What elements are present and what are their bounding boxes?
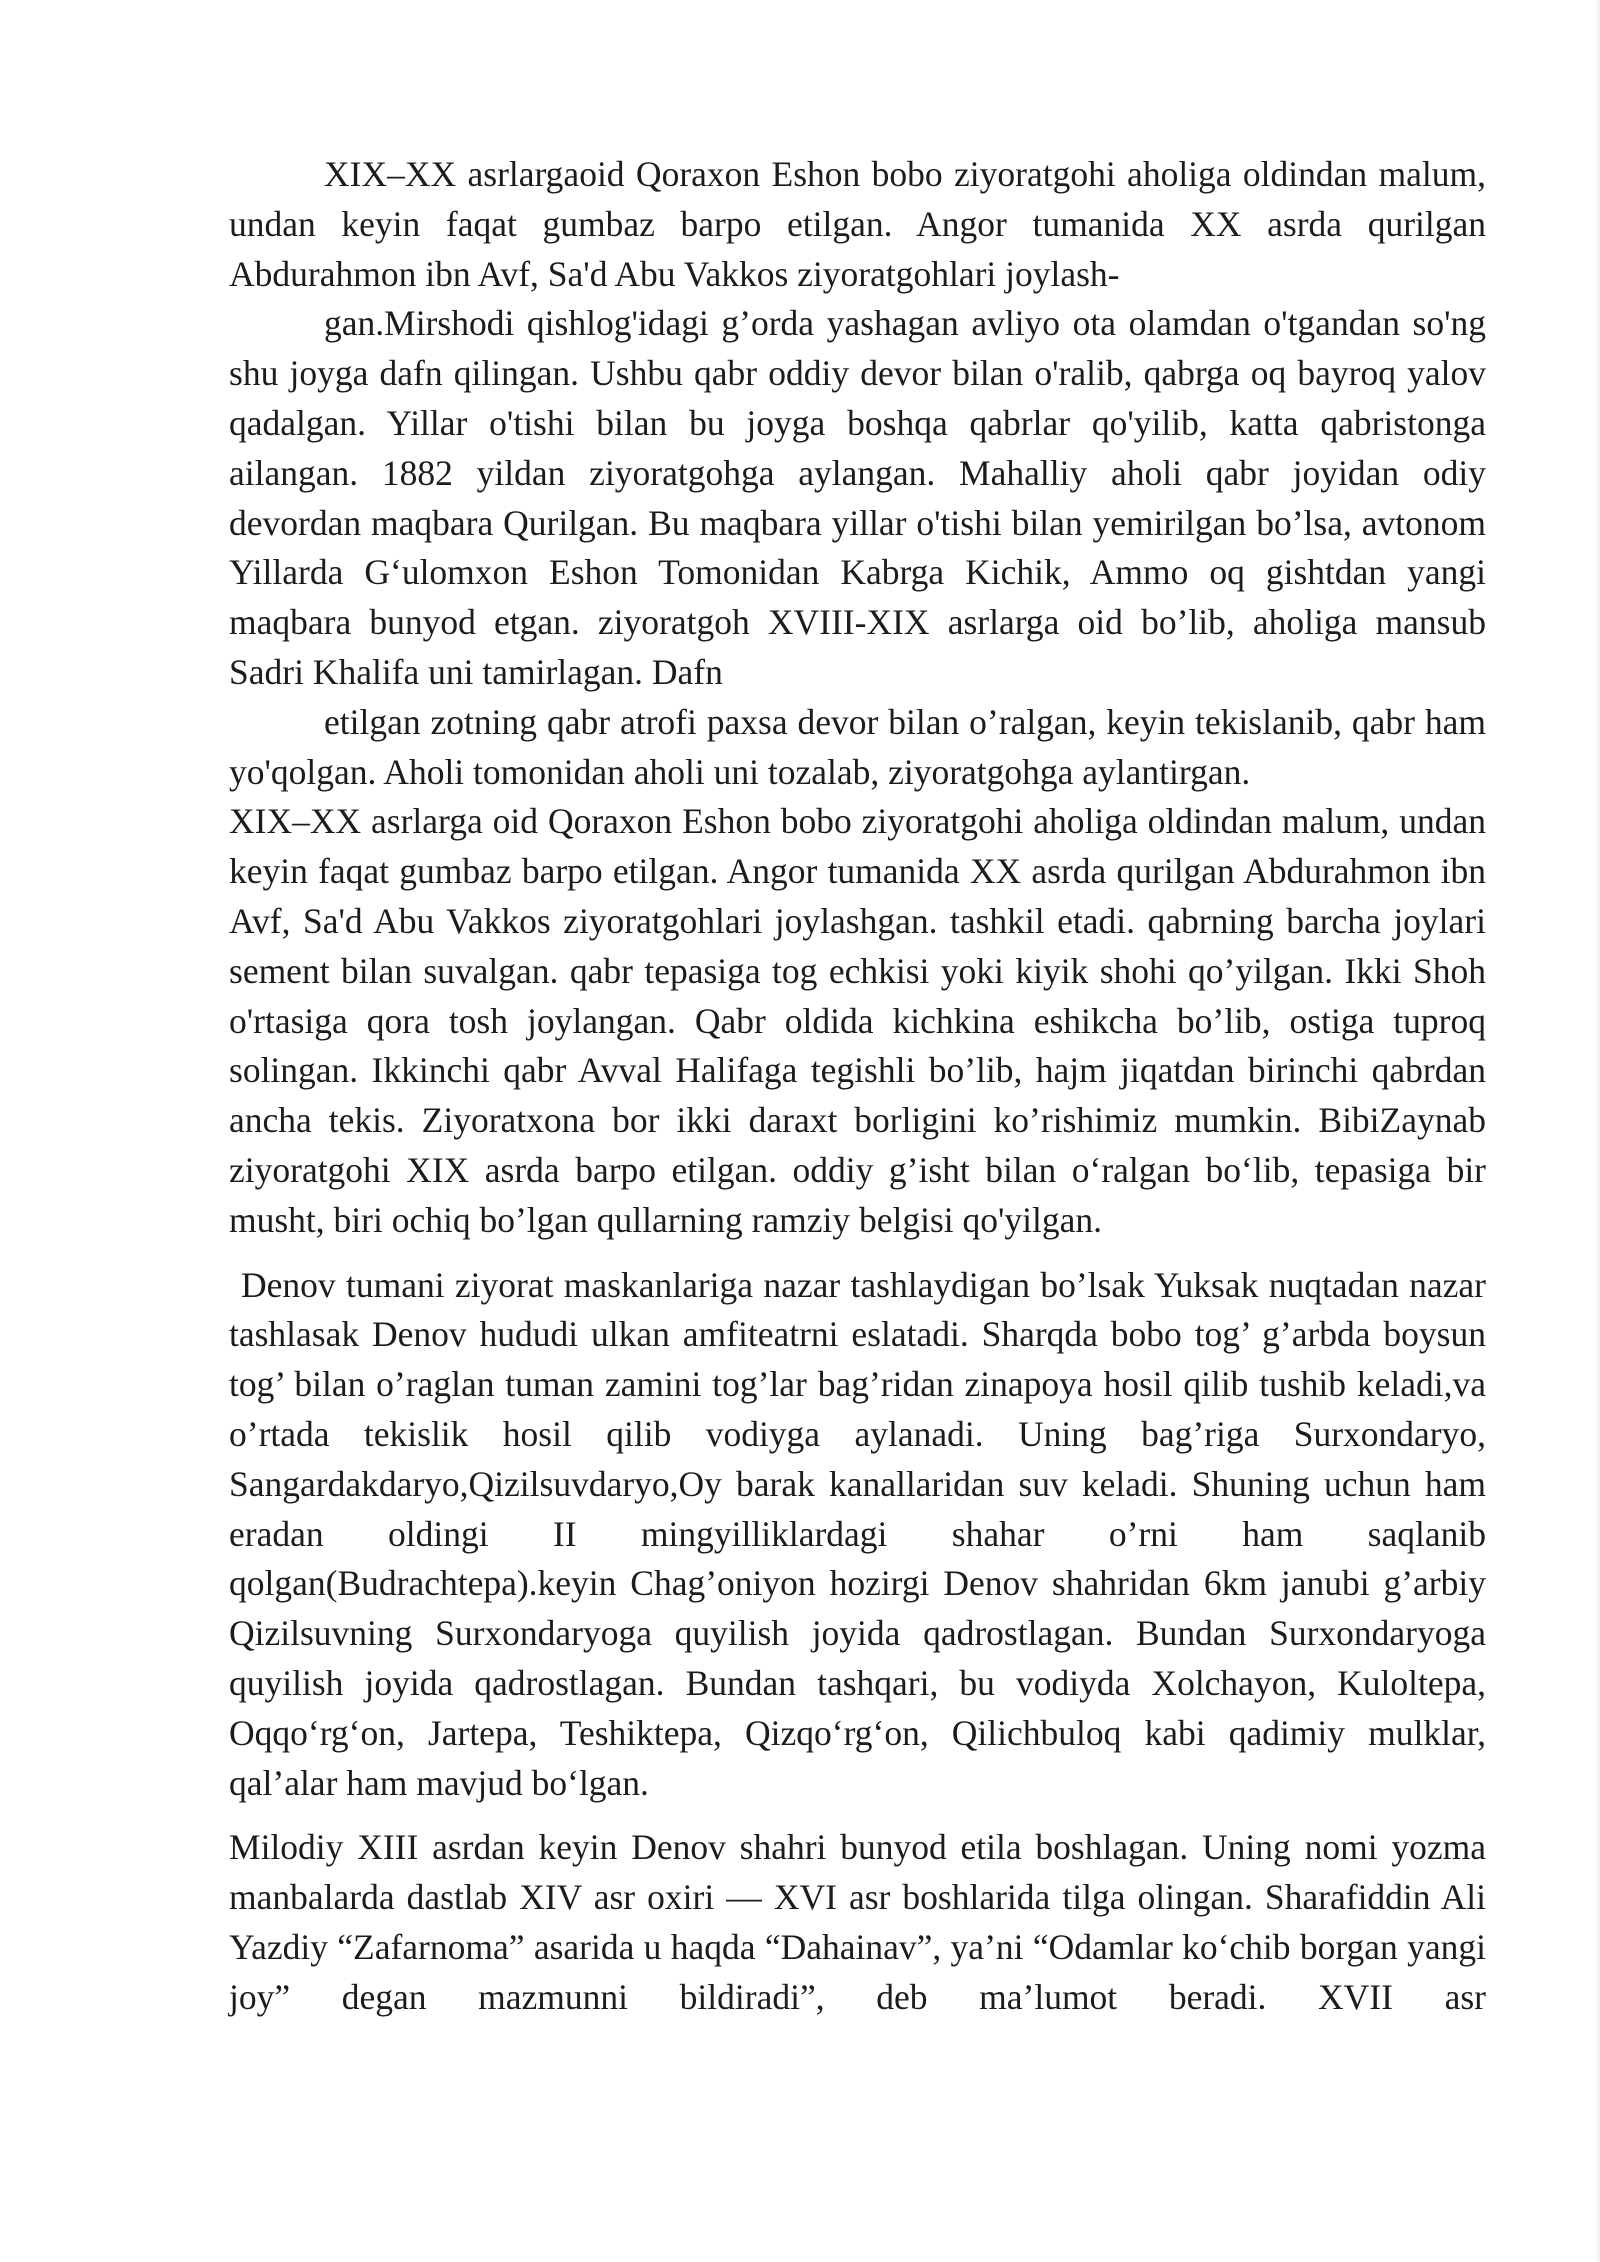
page-edge-shadow	[1594, 0, 1600, 2262]
paragraph-denov-city-history: Milodiy XIII asrdan keyin Denov shahri bunyod etila boshlagan. Uning nomi yozma manbalarda dastlab XIV asr oxiri — XVI asr boshlarida tilga olingan. Sharafiddin Ali Yazdiy “Zafarnoma” asarida u haqda “Dahainav”, ya’ni “Odamlar ko‘chib borgan yangi joy” degan mazmunni bildiradi”, deb ma’lumot beradi. XVII asr	[229, 1827, 1486, 2017]
paragraph-qoraxon-eshon-intro: XIX–XX asrlargaoid Qoraxon Eshon bobo ziyoratgohi aholiga oldindan malum, undan keyin faqat gumbaz barpo etilgan. Angor tumanida XX asrda qurilgan Abdurahmon ibn Avf, Sa'd Abu Vakkos ziyoratgohlari joylash-	[229, 154, 1486, 294]
document-body	[229, 150, 1486, 2022]
paragraph-denov-district: Denov tumani ziyorat maskanlariga nazar tashlaydigan bo’lsak Yuksak nuqtadan nazar tashlasak Denov hududi ulkan amfiteatrni eslatadi. Sharqda bobo tog’ g’arbda boysun tog’ bilan o’raglan tuman zamini tog’lar bag’ridan zinapoya hosil qilib tushib keladi,va o’rtada tekislik hosil qilib vodiyga aylanadi. Uning bag’riga Surxondaryo, Sangardakdaryo,Qizilsuvdaryo,Oy barak kanallaridan suv keladi. Shuning uchun ham eradan oldingi II mingyilliklardagi shahar o’rni ham saqlanib qolgan(Budrachtepa).keyin Chag’oniyon hozirgi Denov shahridan 6km janubi g’arbiy Qizilsuvning Surxondaryoga quyilish joyida qadrostlagan. Bundan Surxondaryoga quyilish joyida qadrostlagan. Bundan tashqari, bu vodiyda Xolchayon, Kuloltepa, Oqqo‘rg‘on, Jartepa, Teshiktepa, Qizqo‘rg‘on, Qilichbuloq kabi qadimiy mulklar, qal’alar ham mavjud bo‘lgan.	[229, 1264, 1486, 1803]
paragraph-mirshodi-shrine: gan.Mirshodi qishlog'idagi g’orda yashagan avliyo ota olamdan o'tgandan so'ng shu joyga dafn qilingan. Ushbu qabr oddiy devor bilan o'ralib, qabrga oq bayroq yalov qadalgan. Yillar o'tishi bilan bu joyga boshqa qabrlar qo'yilib, katta qabristonga ailangan. 1882 yildan ziyoratgohga aylangan. Mahalliy aholi qabr joyidan odiy devordan maqbara Qurilgan. Bu maqbara yillar o'tishi bilan yemirilgan bo’lsa, avtonom Yillarda G‘ulomxon Eshon Tomonidan Kabrga Kichik, Ammo oq gishtdan yangi maqbara bunyod etgan. ziyoratgoh XVIII-XIX asrlarga oid bo’lib, aholiga mansub Sadri Khalifa uni tamirlagan. Dafn	[229, 303, 1486, 692]
paragraph-burial-wall: etilgan zotning qabr atrofi paxsa devor bilan o’ralgan, keyin tekislanib, qabr ham yo'qolgan. Aholi tomonidan aholi uni tozalab, ziyoratgohga aylantirgan.	[229, 701, 1486, 792]
paragraph-qoraxon-eshon-details: XIX–XX asrlarga oid Qoraxon Eshon bobo ziyoratgohi aholiga oldindan malum, undan keyin faqat gumbaz barpo etilgan. Angor tumanida XX asrda qurilgan Abdurahmon ibn Avf, Sa'd Abu Vakkos ziyoratgohlari joylashgan. tashkil etadi. qabrning barcha joylari sement bilan suvalgan. qabr tepasiga tog echkisi yoki kiyik shohi qo’yilgan. Ikki Shoh o'rtasiga qora tosh joylangan. Qabr oldida kichkina eshikcha bo’lib, ostiga tuproq solingan. Ikkinchi qabr Avval Halifaga tegishli bo’lib, hajm jiqatdan birinchi qabrdan ancha tekis. Ziyoratxona bor ikki daraxt borligini ko’rishimiz mumkin. BibiZaynab ziyoratgohi XIX asrda barpo etilgan. oddiy g’isht bilan o‘ralgan bo‘lib, tepasiga bir musht, biri ochiq bo’lgan qullarning ramziy belgisi qo'yilgan.	[229, 801, 1486, 1240]
